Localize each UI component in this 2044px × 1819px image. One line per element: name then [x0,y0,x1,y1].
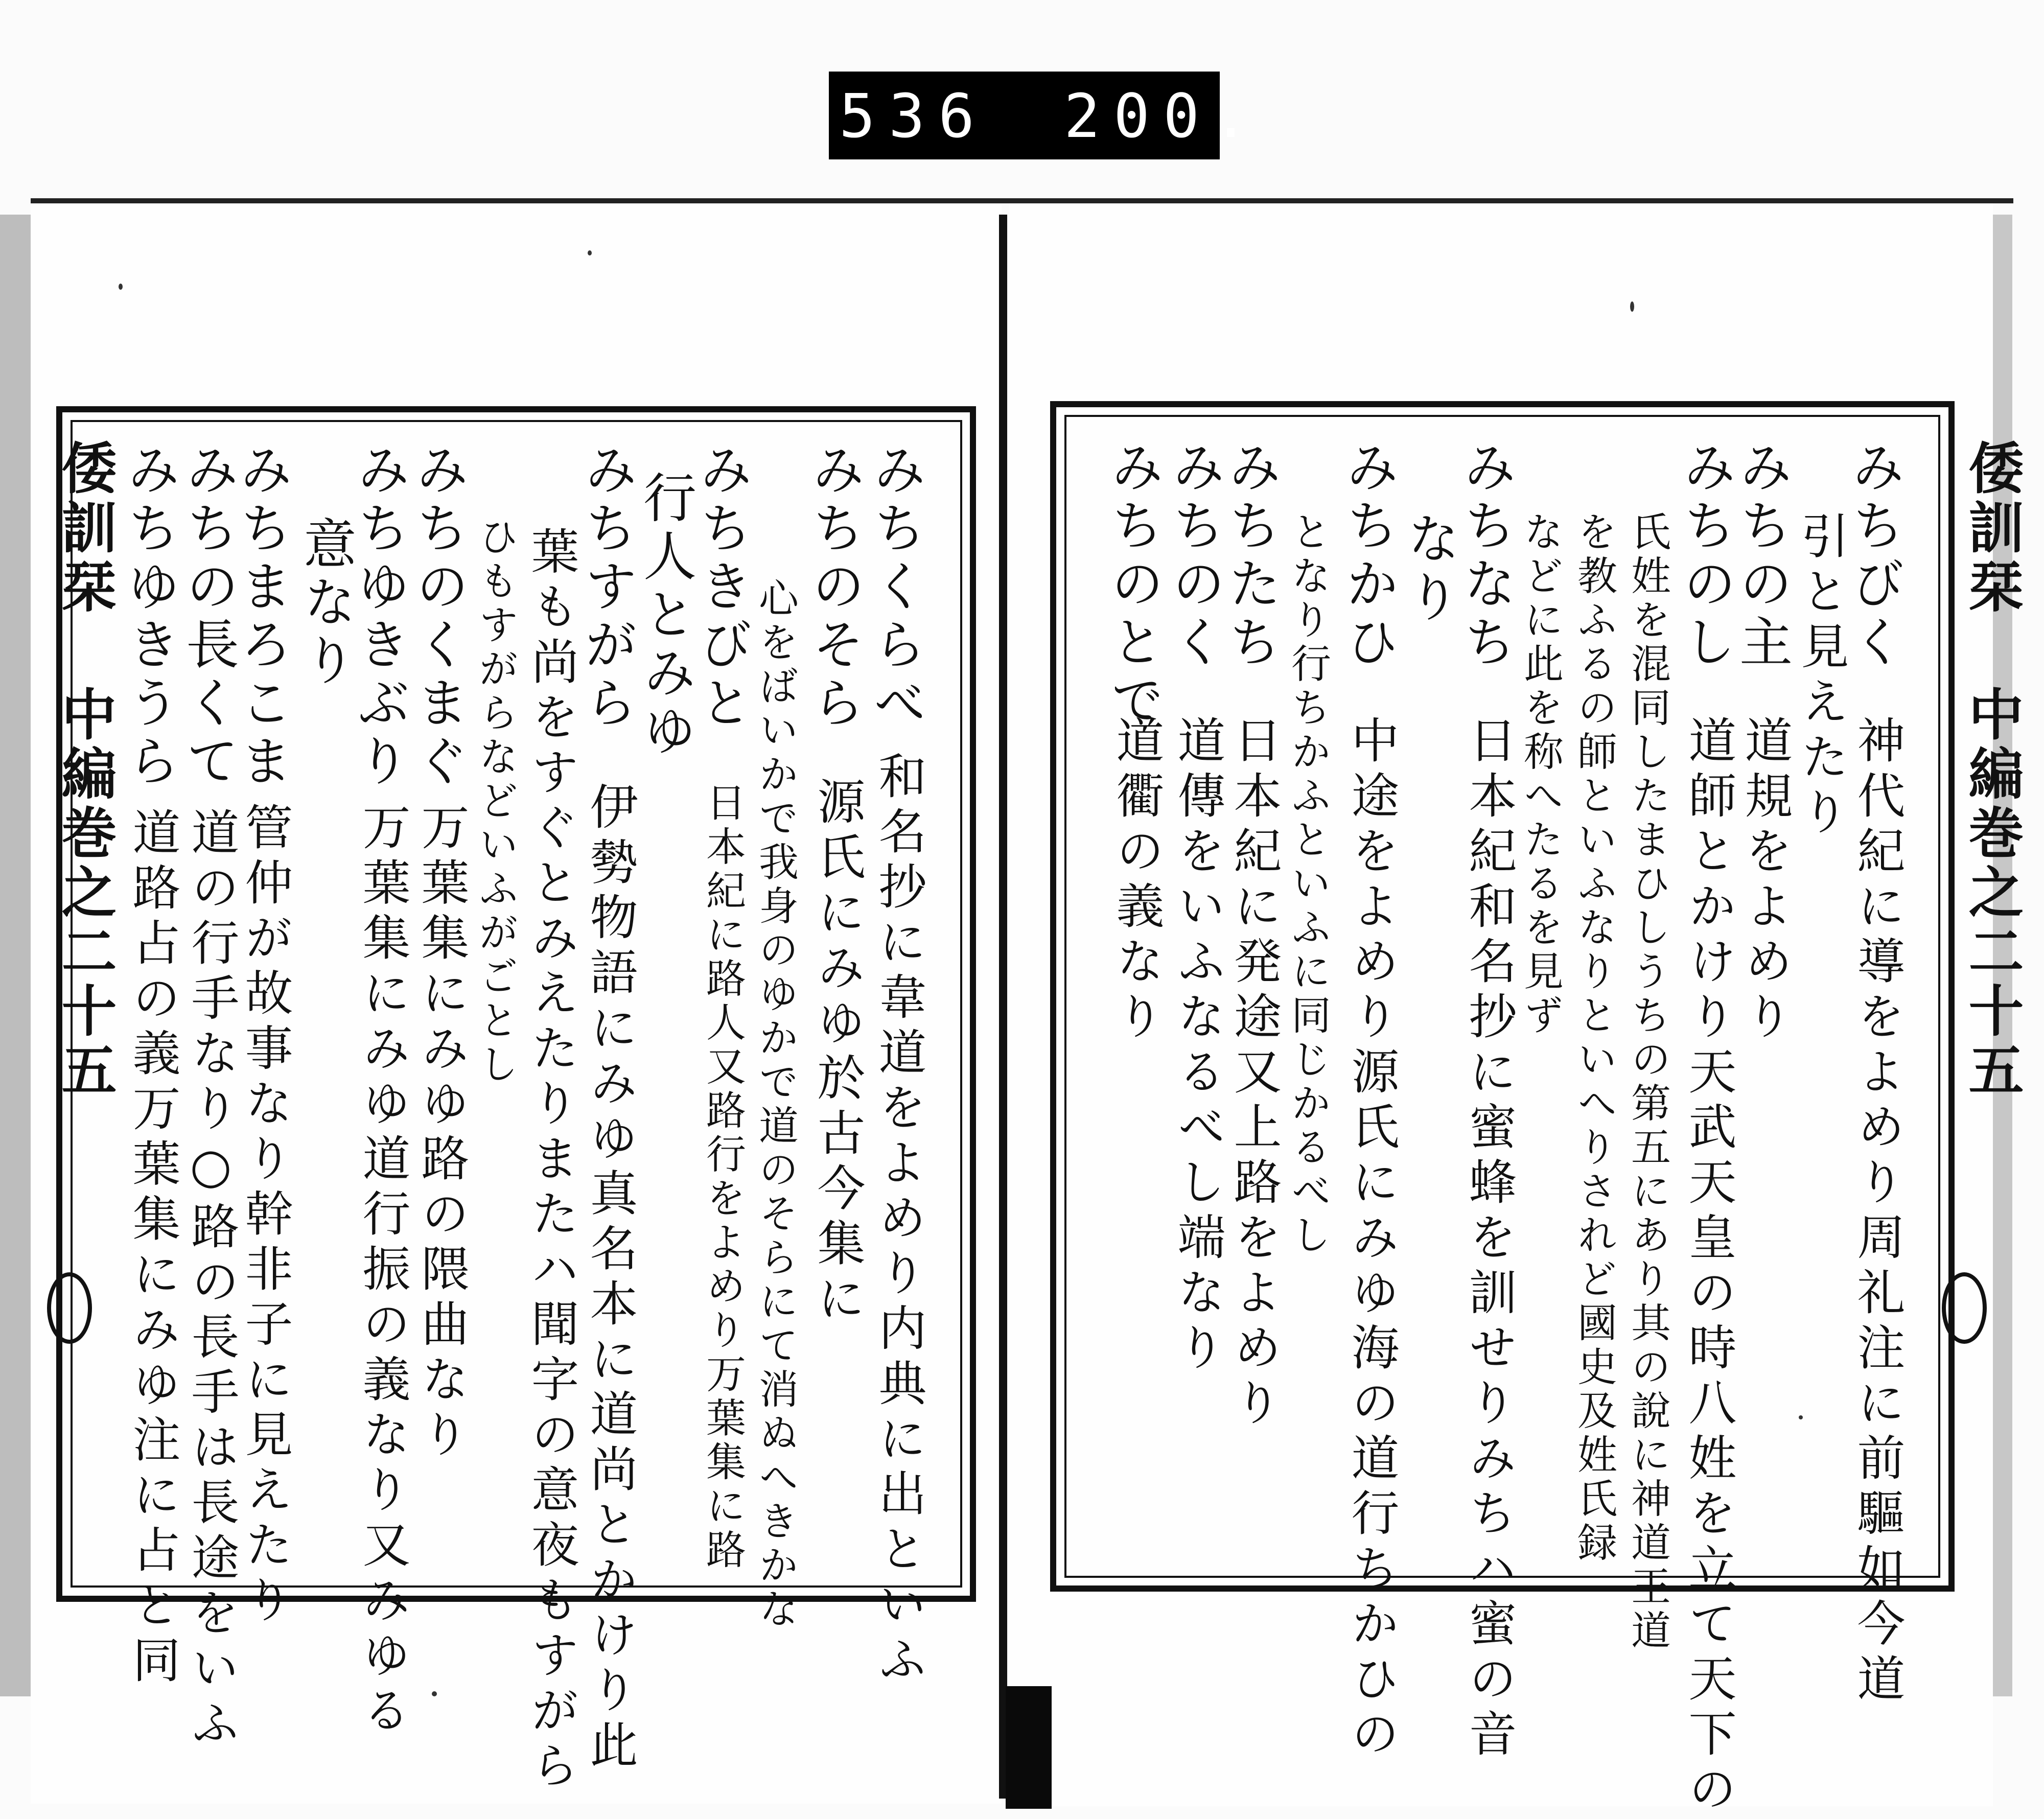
left-col-12-head: みちまろこま [230,442,293,791]
right-col-13-body: 道傳をいふなるべし端なり [1169,715,1225,1378]
right-col-1-body: 神代紀に導をよめり周礼注に前驅如今道 [1849,715,1904,1709]
left-col-1-body: 和名抄に韋道をよめり内典に出といふ [870,751,926,1689]
left-col-9-body: 万葉集にみゆ路の隈曲なり [413,802,469,1464]
left-col-3-body: 心をばいかで我身のゆかで道のそらにて消ぬへきかな [752,577,798,1632]
right-col-5-body: 氏姓を混同したまひしうちの第五にあり其の說に神道王道 [1624,511,1670,1653]
left-col-10-body: 万葉集にみゆ道行振の義なり又みゆる [354,802,410,1740]
scan-speck [432,1691,437,1696]
left-col-6-head: みちすがら [575,442,638,733]
left-col-4-head: みちきびと [690,442,753,733]
book-spine [999,215,1007,1799]
left-col-13-head: みちの長くて [177,442,239,791]
left-col-12-body: 管仲が故事なり幹非子に見えたり [237,802,292,1630]
left-folio-circle [47,1272,92,1344]
right-col-7-body: などに此を称へたるを見ず [1517,511,1563,1038]
right-col-10-body: 中途をよめり源氏にみゆ海の道行ちかひの [1343,715,1399,1764]
scan-speck [1630,301,1634,312]
right-col-1-head: みちびく [1843,439,1905,672]
right-col-3-body: 道規をよめり [1736,715,1792,1046]
left-col-7-body: 葉も尚をすぐとみえたりまたハ聞字の意夜もすがら [523,526,578,1795]
left-col-2-head: みちのそら [803,442,865,733]
right-col-9-body: なり [1398,511,1460,627]
left-col-5-body: 行人とみゆ [634,470,696,761]
right-col-14-body: 道衢の義なり [1108,715,1164,1046]
left-side-title: 倭訓栞 中編巻之二十五 [52,439,117,1101]
spine-shadow [1006,1686,1052,1809]
left-col-4-body: 日本紀に路人又路行をよめり万葉集に路 [700,782,746,1573]
right-col-3-head: みちの主 [1730,439,1793,672]
right-col-4-body: 道師とかけり天武天皇の時八姓を立て天下の [1680,715,1736,1819]
left-col-6-body: 伊勢物語にみゆ真名本に道尚とかけり此 [582,782,637,1775]
left-col-10-head: みちゆきぶり [348,442,410,791]
left-col-2-body: 源氏にみゆ於古今集に [809,777,865,1328]
left-col-8-body: ひもすがらなどいふがごとし [472,516,518,1087]
call-number-right: 200. [1064,81,1263,151]
scan-speck [119,284,123,290]
top-edge-line [31,198,2013,203]
right-col-11-body: となり行ちかふといふに同じかるべし [1285,511,1331,1258]
right-col-12-body: 日本紀に発途又上路をよめり [1225,715,1281,1433]
scan-speck [1799,1415,1803,1419]
right-side-title: 倭訓栞 中編巻之二十五 [1959,439,2024,1101]
right-col-8-body: 日本紀和名抄に蜜蜂を訓せりみちハ蜜の音 [1460,715,1516,1764]
right-folio-circle [1942,1272,1987,1344]
left-col-11-body: 意なり [294,516,357,691]
right-col-2-body: 引と見えたり [1793,511,1848,842]
right-col-8-head: みちなち [1454,439,1517,672]
call-number-left: 536 [839,81,988,151]
left-col-9-head: みちのくまぐ [407,442,469,791]
right-col-13-head: みちのく [1163,439,1225,672]
right-col-4-head: みちのし [1674,439,1736,672]
left-col-1-head: みちくらべ [864,442,926,733]
right-col-10-head: みちかひ [1337,439,1399,672]
right-col-6-body: を教ふるの師といふなりといへりされど國史及姓氏録 [1571,511,1617,1566]
left-col-13-body: 道の行手なり○路の長手は長途をいふ [183,807,239,1753]
right-col-14-head: みちのとで [1102,439,1164,731]
call-number-label [829,72,1263,159]
left-col-14-head: みちゆきうら [118,442,180,791]
scan-speck [588,250,592,255]
left-col-14-body: 道路占の義万葉集にみゆ注に占と同 [124,807,180,1690]
right-col-12-head: みちたち [1219,439,1282,672]
